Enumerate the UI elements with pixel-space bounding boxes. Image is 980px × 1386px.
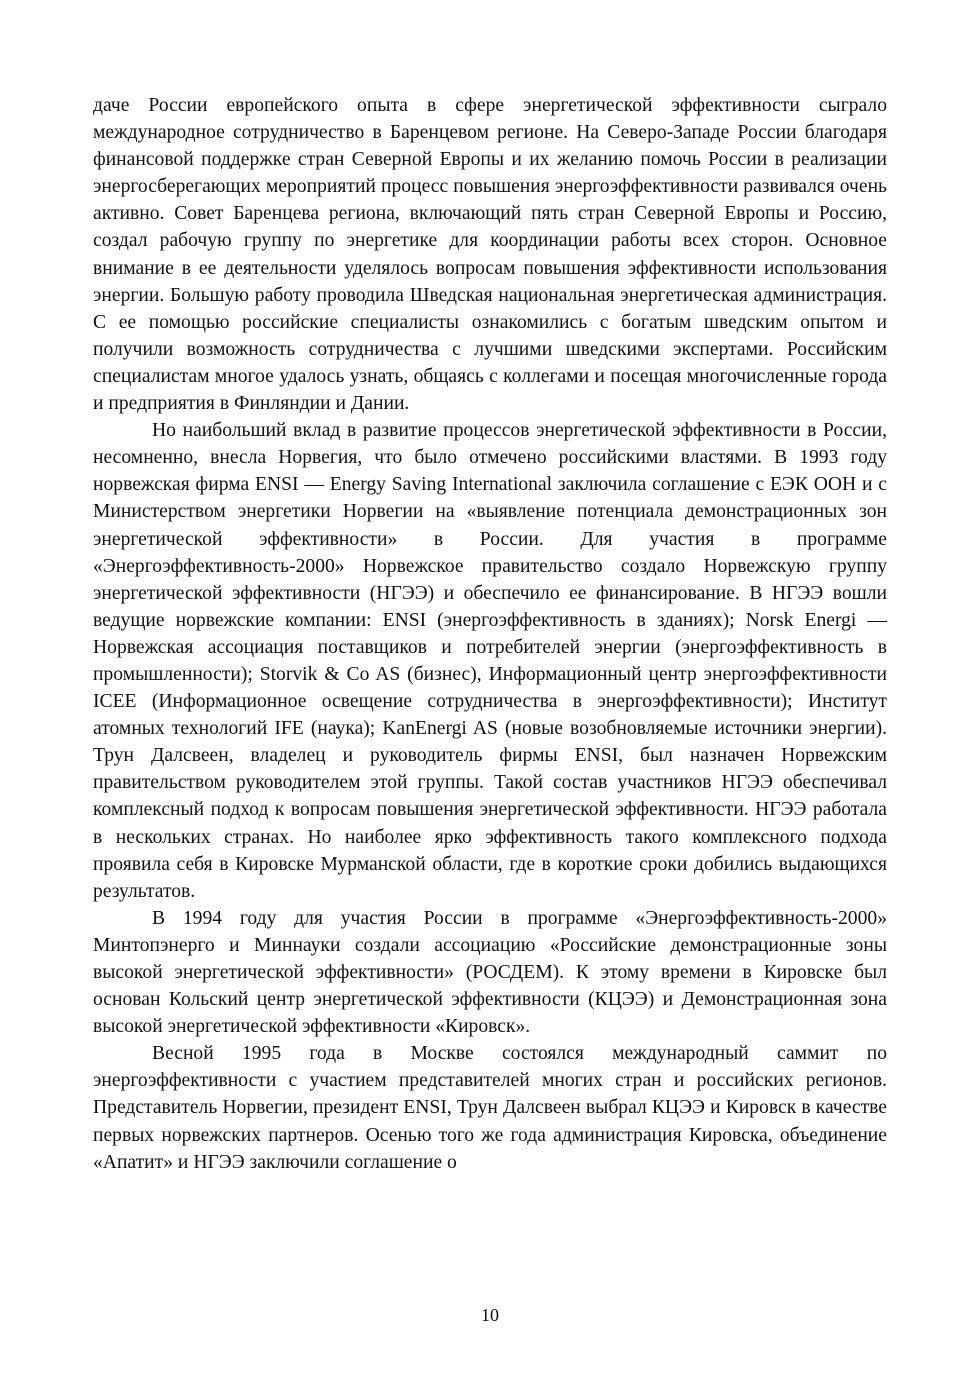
paragraph-4: Весной 1995 года в Москве состоялся международный саммит по энергоэффективности с участием представителей многих стран и российских регионов. Представитель Норвегии, президент ENSI, Трун Далсвеен выбрал КЦЭЭ и Кировск в качестве первых норвежских партнеров. Осенью того же года администрация Кировска, объединение «Апатит» и НГЭЭ заключили соглашение о (93, 1043, 887, 1173)
page-number: 10 (481, 1305, 499, 1325)
paragraph-1: даче России европейского опыта в сфере энергетической эффективности сыграло международное сотрудничество в Баренцевом регионе. На Северо-Западе России благодаря финансовой поддержке стран Северной Европы и их желанию помочь России в реализации энергосберегающих мероприятий процесс повышения энергоэффективности развивался очень активно. Совет Баренцева региона, включающий пять стран Северной Европы и Россию, создал рабочую группу по энергетике для координации работы всех сторон. Основное внимание в ее деятельности уделялось вопросам повышения эффективности использования энергии. Большую работу проводила Шведская национальная энергетическая администрация. С ее помощью российские специалисты ознакомились с богатым шведским опытом и получили возможность сотрудничества с лучшими шведскими экспертами. Российским специалистам многое удалось узнать, общаясь с коллегами и посещая многочисленные города и предприятия в Финляндии и Дании. (93, 95, 887, 415)
paragraph-3: В 1994 году для участия России в программе «Энергоэффективность-2000» Минтопэнерго и Миннауки создали ассоциацию «Российские демонстрационные зоны высокой энергетической эффективности» (РОСДЕМ). К этому времени в Кировске был основан Кольский центр энергетической эффективности (КЦЭЭ) и Демонстрационная зона высокой энергетической эффективности «Кировск». (93, 907, 887, 1038)
paragraph-2: Но наибольший вклад в развитие процессов энергетической эффективности в России, несомненно, внесла Норвегия, что было отмечено российскими властями. В 1993 году норвежская фирма ENSI — Energy Saving International заключила соглашение с ЕЭК ООН и с Министерством энергетики Норвегии на «выявление потенциала демонстрационных зон энергетической эффективности» в России. Для участия в программе «Энергоэффективность-2000» Норвежское правительство создало Норвежскую группу энергетической эффективности (НГЭЭ) и обеспечило ее финансирование. В НГЭЭ вошли ведущие норвежские компании: ENSI (энергоэффективность в зданиях); Norsk Energi — Норвежская ассоциация поставщиков и потребителей энергии (энергоэффективность в промышленности); Storvik & Co AS (бизнес), Информационный центр энергоэффективности ICEE (Информационное освещение сотрудничества в энергоэффективности); Институт атомных технологий IFE (наука); KanEnergi AS (новые возобновляемые источники энергии). Трун Далсвеен, владелец и руководитель фирмы ENSI, был назначен Норвежским правительством руководителем этой группы. Такой состав участников НГЭЭ обеспечивал комплексный подход к вопросам повышения энергетической эффективности. НГЭЭ работала в нескольких странах. Но наиболее ярко эффективность такого комплексного подхода проявила себя в Кировске Мурманской области, где в короткие сроки добились выдающихся результатов. (93, 420, 887, 902)
body-text (93, 92, 887, 1176)
